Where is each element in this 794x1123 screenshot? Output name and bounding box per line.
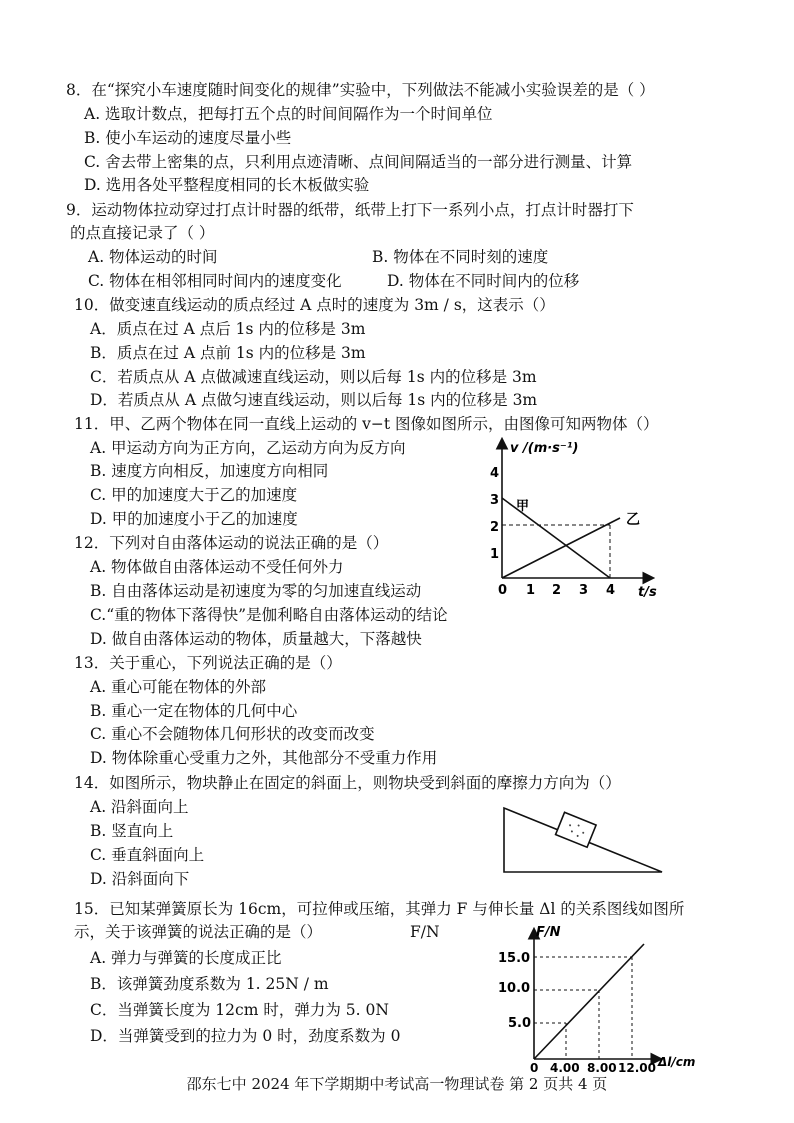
spring-xtick-12: 12.00 xyxy=(618,1061,656,1074)
q8-option-b: B. 使小车运动的速度尽量小些 xyxy=(84,129,292,147)
q11-option-c: C. 甲的加速度大于乙的加速度 xyxy=(90,486,298,504)
spring-xtick-0: 0 xyxy=(530,1061,539,1074)
q13-stem: 13．关于重心，下列说法正确的是（） xyxy=(74,654,342,672)
q9-option-b: B. 物体在不同时刻的速度 xyxy=(372,248,549,266)
q11-stem: 11．甲、乙两个物体在同一直线上运动的 v−t 图像如图所示，由图像可知两物体（） xyxy=(74,415,659,433)
q15-option-c: C．当弹簧长度为 12cm 时，弹力为 5. 0N xyxy=(90,1001,389,1019)
incline-figure xyxy=(498,802,668,876)
q8-option-d: D. 选用各处平整程度相同的长木板做实验 xyxy=(84,176,370,194)
q15-option-a: A. 弹力与弹簧的长度成正比 xyxy=(90,949,282,967)
q15-option-d: D．当弹簧受到的拉力为 0 时，劲度系数为 0 xyxy=(90,1027,401,1045)
vt-xtick-4: 4 xyxy=(606,583,616,598)
q13-option-d: D. 物体除重心受重力之外，其他部分不受重力作用 xyxy=(90,749,438,767)
q9-stem-line1: 9．运动物体拉动穿过打点计时器的纸带，纸带上打下一系列小点，打点计时器打下 xyxy=(66,201,634,219)
spring-graph xyxy=(494,924,704,1074)
vt-xtick-3: 3 xyxy=(579,583,589,598)
spring-ytick-15: 15.0 xyxy=(498,951,531,966)
q14-option-d: D. 沿斜面向下 xyxy=(90,870,190,888)
spring-line xyxy=(534,944,644,1059)
q12-option-c: C.“重的物体下落得快”是伽利略自由落体运动的结论 xyxy=(90,606,448,624)
q14-option-a: A. 沿斜面向上 xyxy=(90,798,189,816)
q10-option-b: B．质点在过 A 点前 1s 内的位移是 3m xyxy=(90,344,366,362)
q13-option-a: A. 重心可能在物体的外部 xyxy=(90,678,267,696)
page-footer: 邵东七中 2024 年下学期期中考试高一物理试卷 第 2 页共 4 页 xyxy=(186,1075,608,1093)
q15-stray-label: F/N xyxy=(410,923,440,941)
q14-option-b: B. 竖直向上 xyxy=(90,822,174,840)
vt-xtick-2: 2 xyxy=(552,583,562,598)
spring-xtick-4: 4.00 xyxy=(550,1061,580,1074)
vt-ytick-1: 1 xyxy=(490,547,500,562)
spring-xtick-8: 8.00 xyxy=(587,1061,617,1074)
vt-label-yi: 乙 xyxy=(626,512,640,528)
q8-stem: 8．在“探究小车速度随时间变化的规律”实验中，下列做法不能减小实验误差的是（ ） xyxy=(66,81,655,99)
vt-xtick-1: 1 xyxy=(526,583,536,598)
q11-option-d: D. 甲的加速度小于乙的加速度 xyxy=(90,510,298,528)
q9-option-c: C. 物体在相邻相同时间内的速度变化 xyxy=(88,272,342,290)
q12-option-d: D. 做自由落体运动的物体，质量越大，下落越快 xyxy=(90,630,422,648)
spring-y-label: F/N xyxy=(536,925,561,940)
vt-xtick-0: 0 xyxy=(498,583,508,598)
spring-x-label: Δl/cm xyxy=(658,1055,696,1069)
q12-option-b: B. 自由落体运动是初速度为零的匀加速直线运动 xyxy=(90,582,422,600)
q10-option-d: D．若质点从 A 点做匀速直线运动，则以后每 1s 内的位移是 3m xyxy=(90,391,538,409)
vt-ytick-3: 3 xyxy=(490,493,500,508)
spring-ytick-5: 5.0 xyxy=(508,1016,532,1031)
q13-option-c: C. 重心不会随物体几何形状的改变而改变 xyxy=(90,725,375,743)
block xyxy=(556,812,597,847)
q9-option-d: D. 物体在不同时间内的位移 xyxy=(387,272,580,290)
vt-ytick-2: 2 xyxy=(490,520,500,535)
q13-option-b: B. 重心一定在物体的几何中心 xyxy=(90,702,298,720)
vt-x-label: t/s xyxy=(638,585,657,600)
vt-label-jia: 甲 xyxy=(516,499,530,514)
q12-stem: 12．下列对自由落体运动的说法正确的是（） xyxy=(74,534,389,552)
q8-option-a: A. 选取计数点，把每打五个点的时间间隔作为一个时间单位 xyxy=(84,105,493,123)
q8-option-c: C. 舍去带上密集的点，只利用点迹清晰、点间间隔适当的一部分进行测量、计算 xyxy=(84,153,633,171)
q15-option-b: B．该弹簧劲度系数为 1. 25N / m xyxy=(90,975,329,993)
q14-stem: 14．如图所示，物块静止在固定的斜面上，则物块受到斜面的摩擦力方向为（） xyxy=(74,774,621,792)
vt-y-label: v /(m·s⁻¹) xyxy=(510,441,579,456)
q9-option-a: A. 物体运动的时间 xyxy=(88,248,218,266)
q15-stem-line2: 示，关于该弹簧的说法正确的是（） xyxy=(74,923,323,941)
q10-option-c: C．若质点从 A 点做减速直线运动，则以后每 1s 内的位移是 3m xyxy=(90,368,537,386)
q9-stem-line2: 的点直接记录了（ ） xyxy=(70,224,215,242)
vt-ytick-4: 4 xyxy=(490,466,500,481)
spring-ytick-10: 10.0 xyxy=(498,981,531,996)
q14-option-c: C. 垂直斜面向上 xyxy=(90,846,205,864)
q10-option-a: A．质点在过 A 点后 1s 内的位移是 3m xyxy=(90,320,366,338)
q15-stem-line1: 15．已知某弹簧原长为 16cm，可拉伸或压缩，其弹力 F 与伸长量 Δl 的关系图线如图所 xyxy=(74,900,685,918)
q10-stem: 10．做变速直线运动的质点经过 A 点时的速度为 3m / s，这表示（） xyxy=(74,296,555,314)
vt-line-yi xyxy=(502,518,620,578)
vt-graph xyxy=(480,432,660,602)
q11-option-a: A. 甲运动方向为正方向，乙运动方向为反方向 xyxy=(90,439,406,457)
q12-option-a: A. 物体做自由落体运动不受任何外力 xyxy=(90,558,344,576)
q11-option-b: B. 速度方向相反，加速度方向相同 xyxy=(90,462,329,480)
